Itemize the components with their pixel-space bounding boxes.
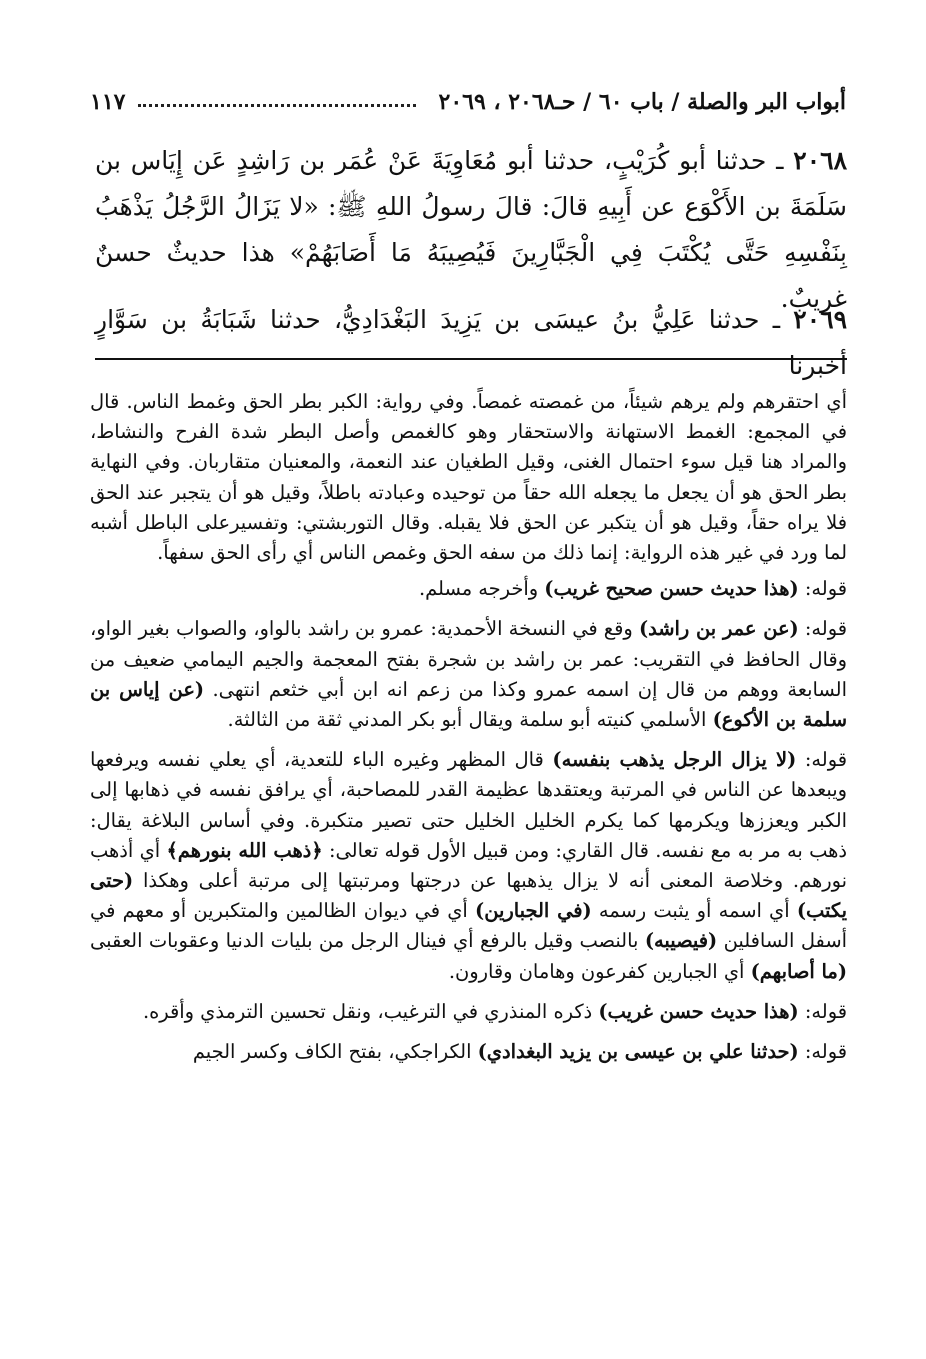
commentary-quote: (في الجبارين) — [475, 899, 592, 923]
commentary-quote: (هذا حديث حسن صحيح غريب) — [544, 577, 799, 601]
page-header — [90, 84, 846, 122]
commentary-lead: قوله: — [804, 577, 847, 601]
commentary-text: أي أذهب نورهم. وخلاصة المعنى أنه لا يزال يذهبها عن درجتها ومرتبتها إلى مرتبة أعلى وهكذا — [90, 838, 847, 893]
commentary-paragraph — [90, 997, 847, 1027]
commentary-text: وأخرجه مسلم. — [418, 577, 539, 601]
commentary-text: قال المظهر وغيره الباء للتعدية، أي يعلي نفسه ويرفعها ويبعدها عن الناس في المرتبة ويعتقدها عظيمة القدر للمصاحبة، أي يرافق نفسه في ذهابها إلى الكبر ويعززها ويكرمها كما يكرم الخليل الخليل حتى تصير متكبرة. وفي أساس البلاغة يقال: ذهب به مر به مع نفسه. قال القاري: ومن قبيل الأول قوله تعالى: — [90, 748, 847, 862]
commentary-quote: (ما أصابهم) — [750, 959, 847, 983]
commentary-paragraph — [90, 614, 847, 735]
commentary-lead: قوله: — [804, 617, 847, 641]
footnote-divider — [95, 358, 847, 360]
commentary — [90, 387, 847, 1077]
commentary-quote: (حدثنا علي بن عيسى بن يزيد البغدادي) — [477, 1040, 799, 1064]
commentary-quote: (عن عمر بن راشد) — [638, 617, 799, 641]
commentary-lead: قوله: — [804, 999, 847, 1023]
commentary-text: أي اسمه أو يثبت رسمه — [598, 899, 790, 923]
commentary-text: بالنصب وقيل بالرفع أي فينال الرجل من بليات الدنيا وعقوبات العقبى — [90, 929, 639, 953]
leader-dots — [138, 104, 416, 107]
page-number: ١١٧ — [90, 89, 126, 115]
commentary-lead: قوله: — [804, 1040, 847, 1064]
hadith-2068 — [95, 138, 847, 322]
hadith-text: ـ حدثنا أبو كُرَيْبٍ، حدثنا أبو مُعَاوِيَةَ عَنْ عُمَر بن رَاشِدٍ عَن إِيَاس بن سَلَمَةَ بن الأَكْوَع عن أَبِيهِ قالَ: قالَ رسولُ اللهِ ﷺ: «لا يَزَالُ الرَّجُلُ يَذْهَبُ بِنَفْسِهِ حَتَّى يُكْتَبَ فِي الْجَبَّارِينَ فَيُصِيبَهُ مَا أَصَابَهُمْ» هذا حديثٌ حسنٌ غريبٌ. — [95, 146, 847, 313]
commentary-quote: (عن إياس بن سلمة بن الأكوع) — [90, 677, 847, 732]
commentary-quote: (هذا حديث حسن غريب) — [598, 999, 799, 1023]
commentary-intro: أي احتقرهم ولم يرهم شيئاً، من غمصته غمصاً. وفي رواية: الكبر بطر الحق وغمط الناس. قال في المجمع: الغمط الاستهانة والاستحقار وهو كالغمص وأصل البطر شدة الفرح والنشاط، والمراد هنا قيل سوء احتمال الغنى، وقيل الطغيان عند النعمة، والمعنيان متقاربان. وفي النهاية بطر الحق هو أن يجعل ما يجعله الله حقاً من توحيده وعبادته باطلاً، وقيل هو أن يتجبر عند الحق فلا يراه حقاً، وقيل هو أن يتكبر عن الحق فلا يقبله. وقال التوربشتي: وتفسيرعلى الباطل أشبه لما ورد في غير هذه الرواية: إنما ذلك من سفه الحق وغمص الناس أي رأى الحق سفهاً. — [90, 390, 847, 565]
commentary-lead: قوله: — [804, 748, 847, 772]
quran-quote: ﴿ذهب الله بنورهم﴾ — [166, 838, 323, 862]
hadith-number: ٢٠٦٨ — [793, 146, 847, 175]
commentary-text: الأسلمي كنيته أبو سلمة ويقال أبو بكر المدني ثقة من الثالثة. — [227, 708, 707, 732]
running-title: أبواب البر والصلة / باب ٦٠ / حـ٢٠٦٨ ، ٢٠٦٩ — [438, 89, 846, 115]
commentary-text: أي في ديوان الظالمين والمتكبرين أو معهم في أسفل السافلين — [90, 899, 847, 953]
commentary-quote: (لا يزال الرجل يذهب بنفسه) — [552, 748, 797, 772]
commentary-paragraph — [90, 1037, 847, 1067]
commentary-text: وقع في النسخة الأحمدية: عمرو بن راشد بالواو، والصواب بغير الواو، وقال الحافظ في التقريب: عمر بن راشد بن شجرة بفتح المعجمة والجيم اليمامي ضعيف من السابعة ووهم من قال إن اسمه عمرو وكذا من زعم انه ابن أبي خثعم انتهى. — [90, 617, 847, 701]
hadith-2069 — [95, 297, 847, 389]
commentary-paragraph — [90, 745, 847, 987]
commentary-text: أي الجبارين كفرعون وهامان وقارون. — [448, 959, 745, 983]
hadith-text: ـ حدثنا عَلِيُّ بنُ عيسَى بن يَزِيدَ البَغْدَادِيُّ، حدثنا شَبَابَةُ بن سَوَّارٍ أخبرنا — [95, 305, 847, 380]
commentary-paragraph — [90, 574, 847, 604]
commentary-text: الكراجكي، بفتح الكاف وكسر الجيم — [192, 1040, 472, 1064]
commentary-text: ذكره المنذري في الترغيب، ونقل تحسين الترمذي وأقره. — [142, 999, 593, 1023]
commentary-quote: (حتى يكتب) — [90, 869, 847, 923]
commentary-quote: (فيصيبه) — [644, 929, 718, 953]
hadith-number: ٢٠٦٩ — [793, 305, 847, 334]
